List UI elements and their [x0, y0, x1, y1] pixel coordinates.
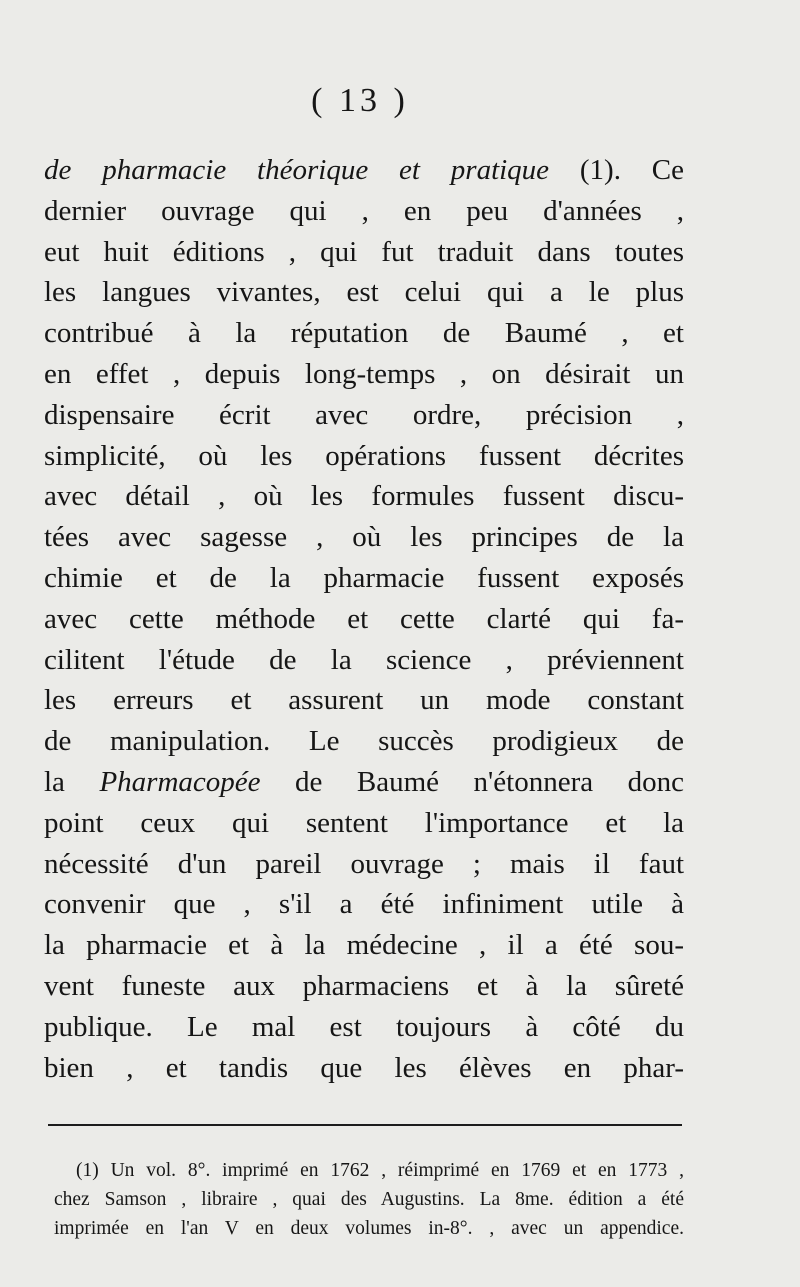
text-line — [44, 762, 684, 803]
italic-text: de pharmacie théorique et pratique — [44, 154, 550, 186]
text-line — [44, 436, 684, 477]
text-line — [44, 232, 684, 273]
text-segment: dernier ouvrage qui , en peu d'années , — [44, 194, 684, 227]
text-line — [44, 1007, 684, 1048]
text-segment: nécessité d'un pareil ouvrage ; mais il faut — [44, 847, 684, 880]
text-line — [44, 150, 684, 191]
text-segment: contribué à la réputation de Baumé , et — [44, 317, 684, 350]
page-number: ( 13 ) — [311, 82, 409, 119]
text-segment: les langues vivantes, est celui qui a le plus — [44, 276, 684, 309]
text-line — [44, 803, 684, 844]
text-segment: (1). Ce — [549, 154, 684, 186]
text-line — [44, 966, 684, 1007]
text-segment: avec détail , où les formules fussent discu- — [44, 480, 684, 513]
text-line — [44, 476, 684, 517]
text-line — [44, 517, 684, 558]
text-segment: simplicité, où les opérations fussent décrites — [44, 439, 684, 472]
italic-text: Pharmacopée — [99, 765, 261, 798]
text-line — [44, 1048, 684, 1089]
text-segment: tées avec sagesse , où les principes de la — [44, 521, 684, 554]
text-line — [44, 191, 684, 232]
text-line — [44, 558, 684, 599]
footnote — [54, 1156, 684, 1243]
footnote-line: chez Samson , libraire , quai des Augustins. La 8me. édition a été — [54, 1189, 684, 1210]
text-segment: dispensaire écrit avec ordre, précision , — [44, 398, 684, 431]
text-line — [44, 884, 684, 925]
text-segment: point ceux qui sentent l'importance et la — [44, 806, 684, 839]
text-segment: cilitent l'étude de la science , préviennent — [44, 643, 684, 676]
footnote-divider — [48, 1124, 682, 1126]
text-segment: les erreurs et assurent un mode constant — [44, 684, 684, 717]
text-segment: chimie et de la pharmacie fussent exposés — [44, 561, 684, 594]
text-segment: publique. Le mal est toujours à côté du — [44, 1010, 684, 1043]
text-line — [44, 313, 684, 354]
text-segment: de Baumé n'étonnera donc — [260, 765, 684, 798]
text-segment: en effet , depuis long-temps , on désirait un — [44, 357, 684, 390]
text-segment: la — [44, 765, 100, 798]
text-line — [44, 925, 684, 966]
text-segment: avec cette méthode et cette clarté qui fa- — [44, 602, 684, 635]
text-line — [44, 395, 684, 436]
text-segment: eut huit éditions , qui fut traduit dans toutes — [44, 235, 684, 268]
text-line — [44, 354, 684, 395]
body-text — [44, 150, 684, 1088]
footnote-line: (1) Un vol. 8°. imprimé en 1762 , réimprimé en 1769 et en 1773 , — [76, 1160, 684, 1181]
text-segment: la pharmacie et à la médecine , il a été sou- — [44, 929, 684, 962]
text-segment: convenir que , s'il a été infiniment utile à — [44, 888, 684, 921]
footnote-line: imprimée en l'an V en deux volumes in-8°. , avec un appendice. — [54, 1218, 684, 1239]
text-line — [44, 721, 684, 762]
text-line — [44, 640, 684, 681]
text-line — [44, 680, 684, 721]
text-line — [44, 272, 684, 313]
text-segment: bien , et tandis que les élèves en phar- — [44, 1051, 684, 1084]
text-segment: de manipulation. Le succès prodigieux de — [44, 725, 684, 758]
text-segment: vent funeste aux pharmaciens et à la sûreté — [44, 969, 684, 1002]
text-line — [44, 844, 684, 885]
text-line — [44, 599, 684, 640]
